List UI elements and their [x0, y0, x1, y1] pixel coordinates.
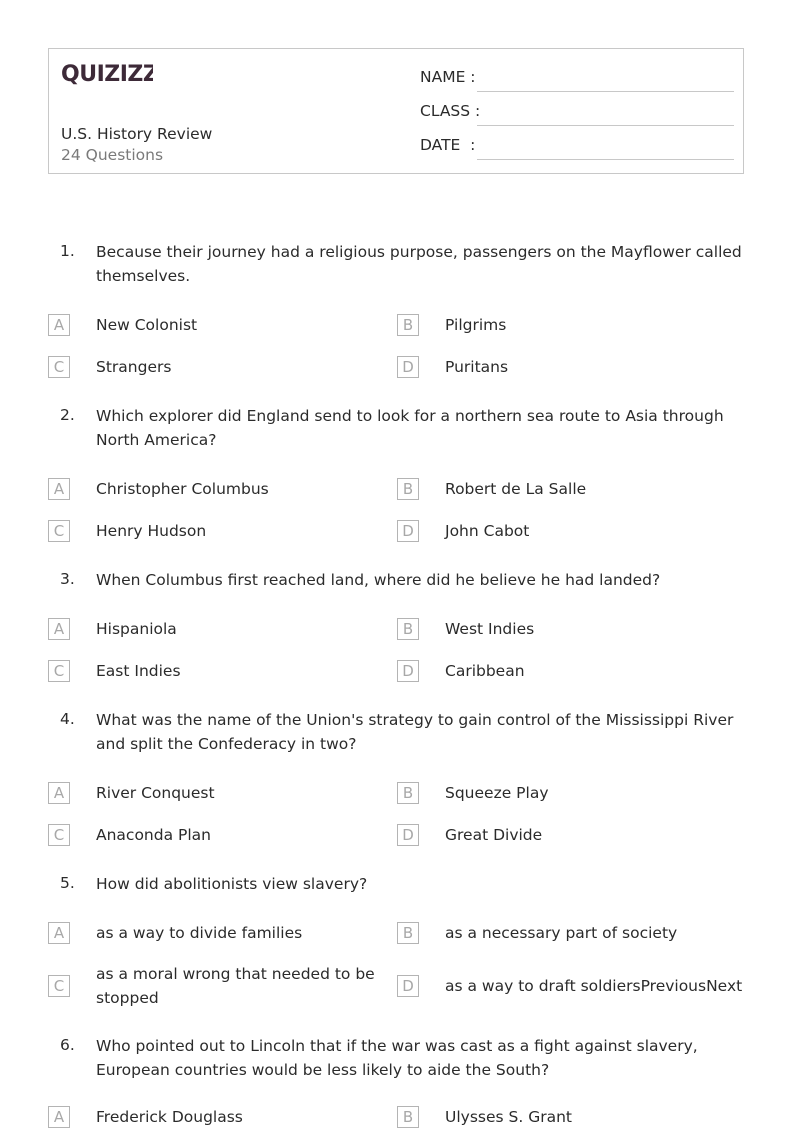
- option-box[interactable]: A: [48, 782, 70, 804]
- option-text: Robert de La Salle: [445, 480, 587, 498]
- option-box[interactable]: C: [48, 824, 70, 846]
- question-number: 5.: [60, 874, 75, 892]
- option-box[interactable]: C: [48, 975, 70, 997]
- class-line: [477, 125, 734, 126]
- option-text: Ulysses S. Grant: [445, 1108, 572, 1126]
- class-field[interactable]: [420, 102, 734, 124]
- option-box[interactable]: C: [48, 660, 70, 682]
- option-text: as a moral wrong that needed to be stopped: [96, 965, 375, 1007]
- worksheet-header: [48, 48, 744, 174]
- option-text: John Cabot: [445, 522, 530, 540]
- name-label: NAME :: [420, 68, 476, 86]
- option-box[interactable]: B: [397, 478, 419, 500]
- option-text: Caribbean: [445, 662, 525, 680]
- option-box[interactable]: B: [397, 618, 419, 640]
- question-number: 4.: [60, 710, 75, 728]
- option-box[interactable]: B: [397, 782, 419, 804]
- option-text: Pilgrims: [445, 316, 507, 334]
- option-text: Great Divide: [445, 826, 543, 844]
- question-number: 3.: [60, 570, 75, 588]
- worksheet-title: U.S. History Review: [61, 125, 213, 143]
- date-label: DATE :: [420, 136, 476, 154]
- question-number: 6.: [60, 1036, 75, 1054]
- question-text: What was the name of the Union's strategy to gain control of the Mississippi River and split the Confederacy in two?: [96, 711, 734, 753]
- option-box[interactable]: D: [397, 356, 419, 378]
- class-label: CLASS :: [420, 102, 481, 120]
- option-text: East Indies: [96, 662, 181, 680]
- question-text: Because their journey had a religious purpose, passengers on the Mayflower called themselves.: [96, 243, 742, 285]
- question-number: 1.: [60, 242, 75, 260]
- option-text: Strangers: [96, 358, 172, 376]
- option-text: as a way to draft soldiersPreviousNext: [445, 977, 743, 995]
- option-text: Squeeze Play: [445, 784, 549, 802]
- question-text: Who pointed out to Lincoln that if the war was cast as a fight against slavery, European countries would be less likely to aide the South?: [96, 1037, 698, 1079]
- option-box[interactable]: D: [397, 520, 419, 542]
- option-box[interactable]: A: [48, 922, 70, 944]
- option-box[interactable]: D: [397, 975, 419, 997]
- question-text: When Columbus first reached land, where did he believe he had landed?: [96, 571, 661, 589]
- svg-text:QUIZIZZ: QUIZIZZ: [61, 62, 153, 87]
- option-box[interactable]: D: [397, 824, 419, 846]
- quizizz-logo-icon: [61, 59, 153, 87]
- option-box[interactable]: B: [397, 1106, 419, 1128]
- option-text: West Indies: [445, 620, 535, 638]
- option-box[interactable]: A: [48, 478, 70, 500]
- option-text: Christopher Columbus: [96, 480, 269, 498]
- name-field[interactable]: [420, 68, 734, 90]
- date-line: [477, 159, 734, 160]
- option-text: as a necessary part of society: [445, 924, 678, 942]
- option-text: Puritans: [445, 358, 509, 376]
- option-box[interactable]: C: [48, 520, 70, 542]
- option-box[interactable]: A: [48, 314, 70, 336]
- question-count: 24 Questions: [61, 146, 164, 164]
- quizizz-logo: [61, 59, 153, 91]
- option-box[interactable]: D: [397, 660, 419, 682]
- option-box[interactable]: B: [397, 922, 419, 944]
- option-box[interactable]: C: [48, 356, 70, 378]
- option-box[interactable]: A: [48, 618, 70, 640]
- option-text: New Colonist: [96, 316, 198, 334]
- date-field[interactable]: [420, 136, 734, 158]
- name-line: [477, 91, 734, 92]
- option-box[interactable]: A: [48, 1106, 70, 1128]
- question-text: Which explorer did England send to look for a northern sea route to Asia through North America?: [96, 407, 724, 449]
- option-text: River Conquest: [96, 784, 215, 802]
- option-text: as a way to divide families: [96, 924, 303, 942]
- question-text: How did abolitionists view slavery?: [96, 875, 368, 893]
- option-text: Frederick Douglass: [96, 1108, 243, 1126]
- option-text: Henry Hudson: [96, 522, 207, 540]
- option-box[interactable]: B: [397, 314, 419, 336]
- question-number: 2.: [60, 406, 75, 424]
- option-text: Anaconda Plan: [96, 826, 211, 844]
- option-text: Hispaniola: [96, 620, 177, 638]
